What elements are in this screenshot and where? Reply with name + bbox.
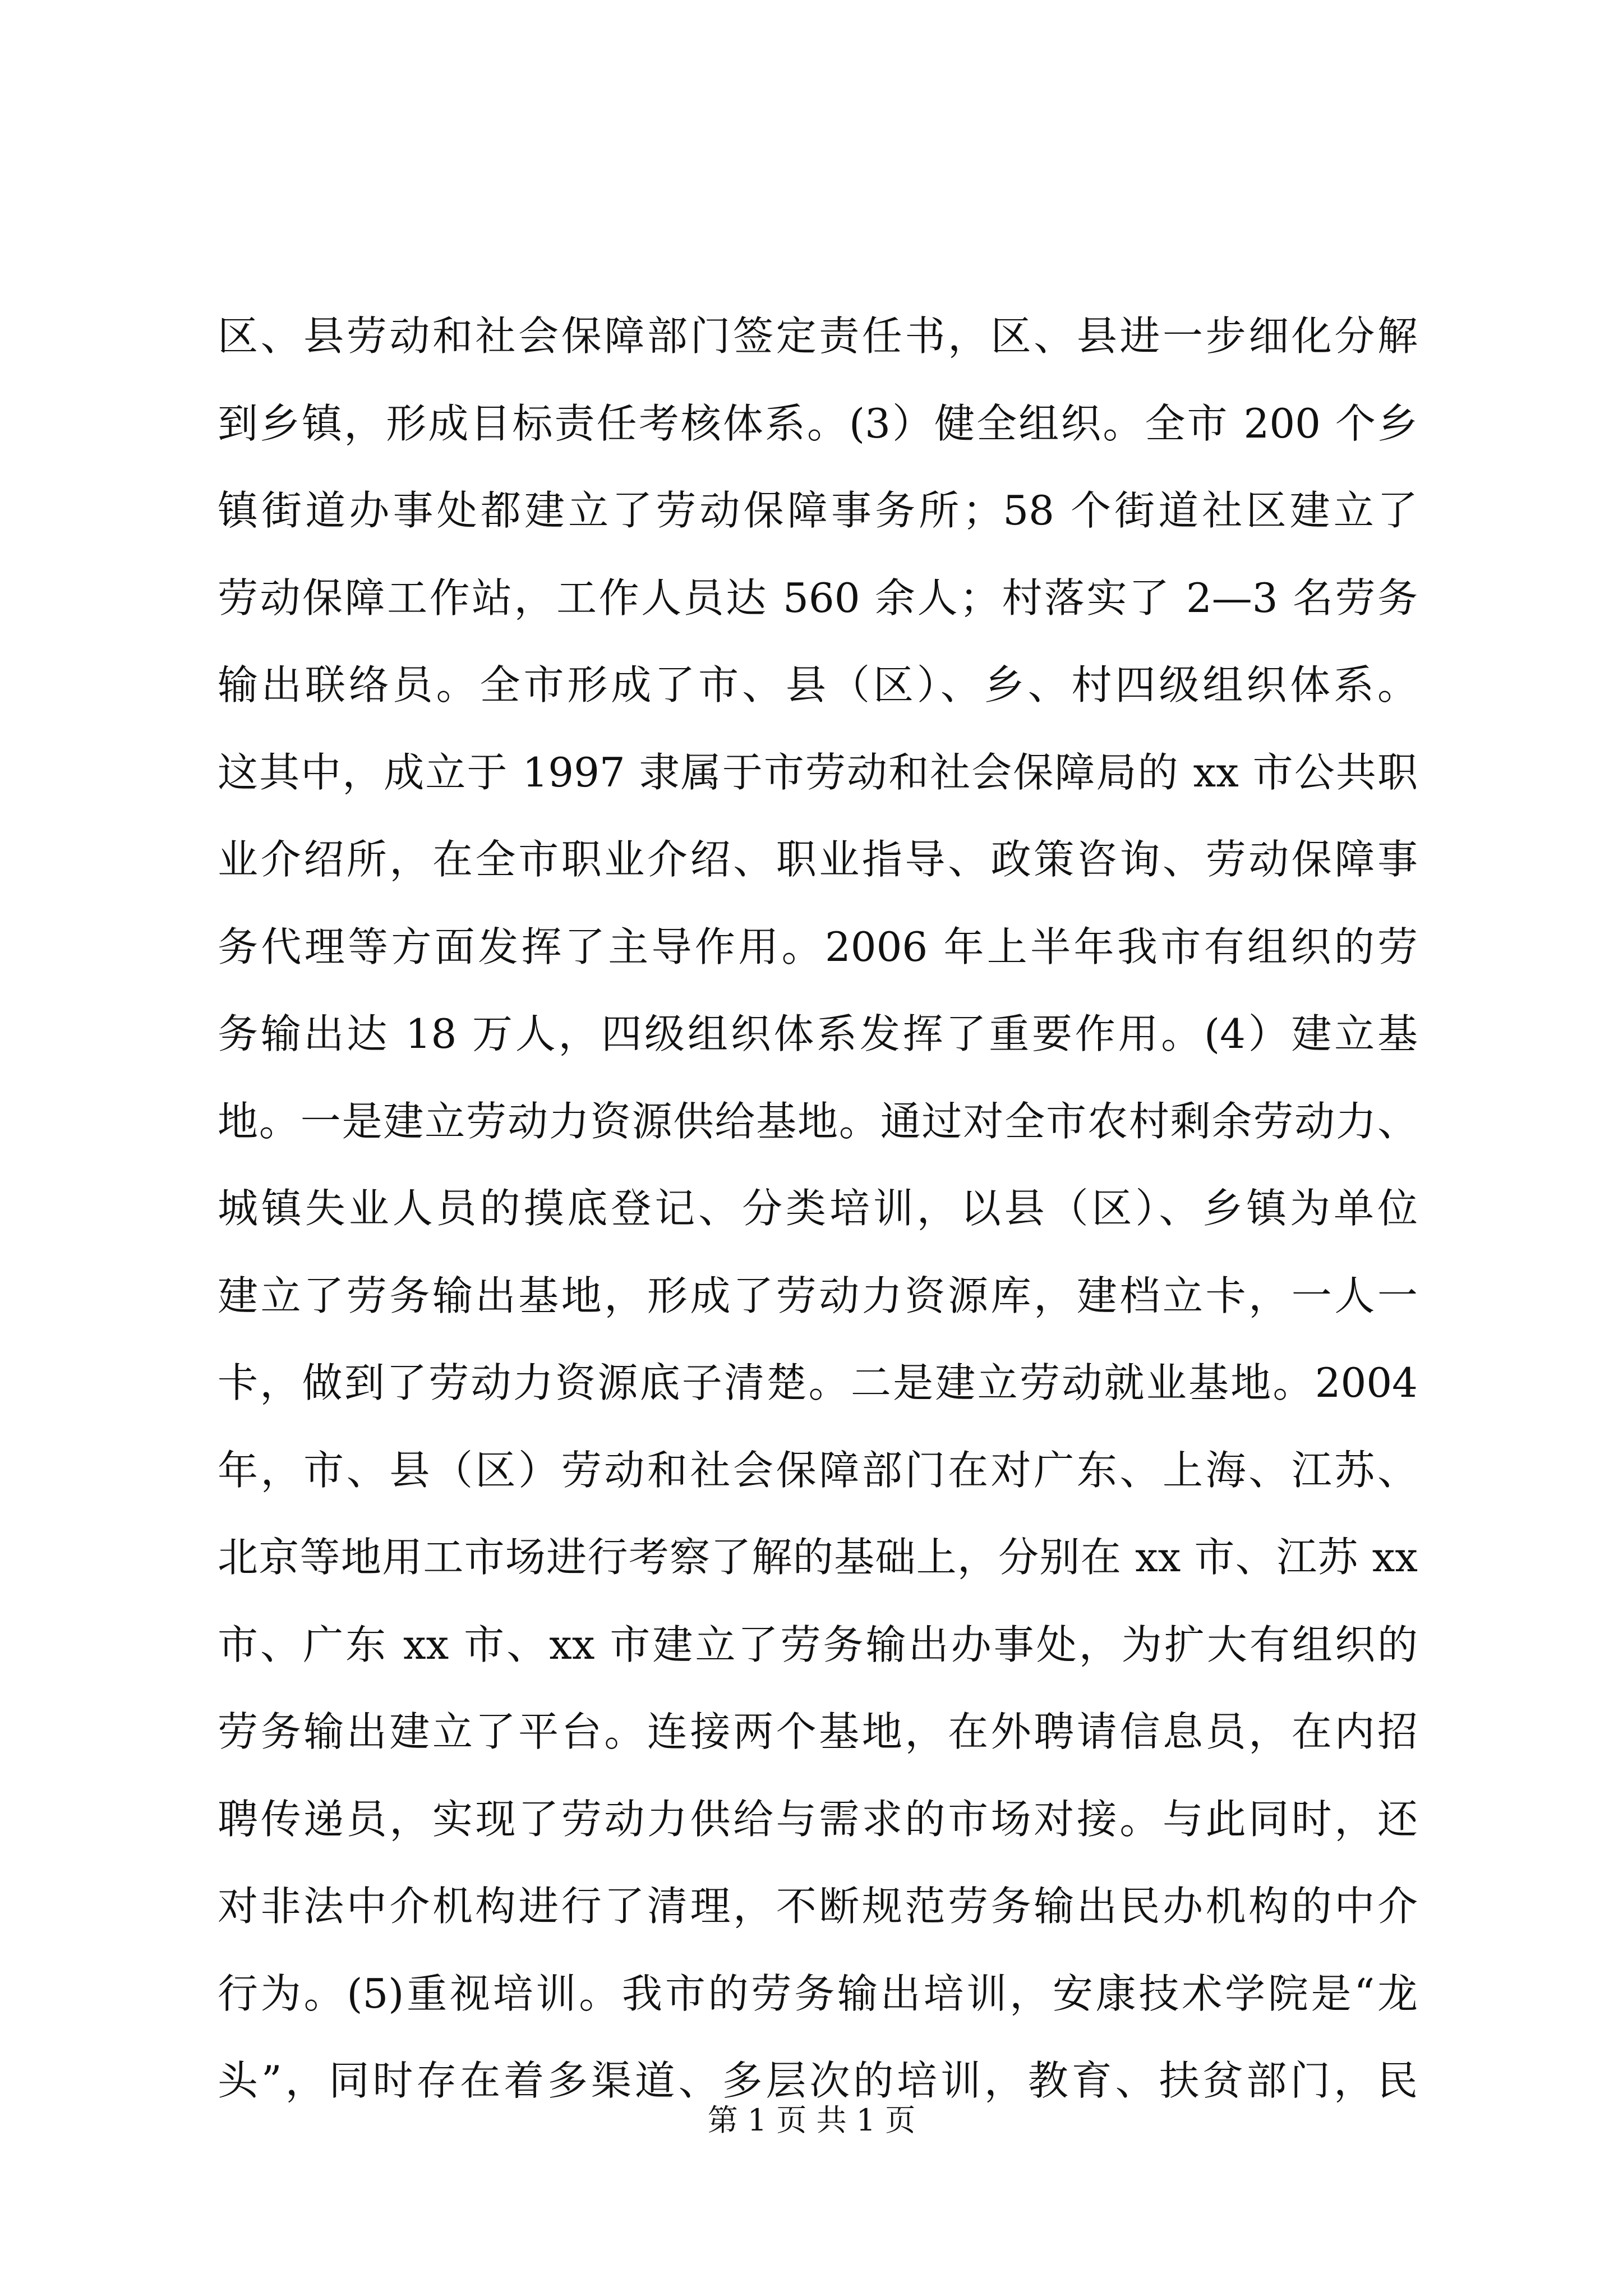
text-line: 业介绍所，在全市职业介绍、职业指导、政策咨询、劳动保障事 bbox=[218, 836, 1418, 883]
text-line: 年，市、县（区）劳动和社会保障部门在对广东、上海、江苏、 bbox=[218, 1446, 1418, 1494]
text-line: 北京等地用工市场进行考察了解的基础上，分别在 xx 市、江苏 xx bbox=[218, 1534, 1418, 1581]
text-line: 这其中，成立于 1997 隶属于市劳动和社会保障局的 xx 市公共职 bbox=[218, 748, 1418, 796]
text-line: 地。一是建立劳动力资源供给基地。通过对全市农村剩余劳动力、 bbox=[218, 1097, 1418, 1145]
text-line: 输出联络员。全市形成了市、县（区）、乡、村四级组织体系。 bbox=[218, 661, 1418, 708]
text-line: 市、广东 xx 市、xx 市建立了劳务输出办事处，为扩大有组织的 bbox=[218, 1621, 1418, 1668]
text-line: 卡，做到了劳动力资源底子清楚。二是建立劳动就业基地。2004 bbox=[218, 1359, 1418, 1406]
text-line: 建立了劳务输出基地，形成了劳动力资源库，建档立卡，一人一 bbox=[218, 1272, 1418, 1319]
text-line: 到乡镇，形成目标责任考核体系。(3）健全组织。全市 200 个乡 bbox=[218, 399, 1418, 447]
text-line: 劳动保障工作站，工作人员达 560 余人；村落实了 2—3 名劳务 bbox=[218, 574, 1418, 622]
text-line: 头”，同时存在着多渠道、多层次的培训，教育、扶贫部门，民 bbox=[218, 2057, 1418, 2104]
text-line: 城镇失业人员的摸底登记、分类培训，以县（区）、乡镇为单位 bbox=[218, 1185, 1418, 1232]
body-text bbox=[218, 293, 1418, 2125]
text-line: 劳务输出建立了平台。连接两个基地，在外聘请信息员，在内招 bbox=[218, 1708, 1418, 1755]
text-line: 镇街道办事处都建立了劳动保障事务所；58 个街道社区建立了 bbox=[218, 487, 1418, 534]
text-line: 区、县劳动和社会保障部门签定责任书，区、县进一步细化分解 bbox=[218, 312, 1418, 360]
text-line: 行为。(5)重视培训。我市的劳务输出培训，安康技术学院是“龙 bbox=[218, 1970, 1418, 2017]
page-footer: 第 1 页 共 1 页 bbox=[707, 2102, 916, 2138]
text-line: 务输出达 18 万人，四级组织体系发挥了重要作用。(4）建立基 bbox=[218, 1010, 1418, 1057]
text-line: 聘传递员，实现了劳动力供给与需求的市场对接。与此同时，还 bbox=[218, 1795, 1418, 1843]
text-line: 务代理等方面发挥了主导作用。2006 年上半年我市有组织的劳 bbox=[218, 923, 1418, 970]
text-line: 对非法中介机构进行了清理，不断规范劳务输出民办机构的中介 bbox=[218, 1883, 1418, 1930]
